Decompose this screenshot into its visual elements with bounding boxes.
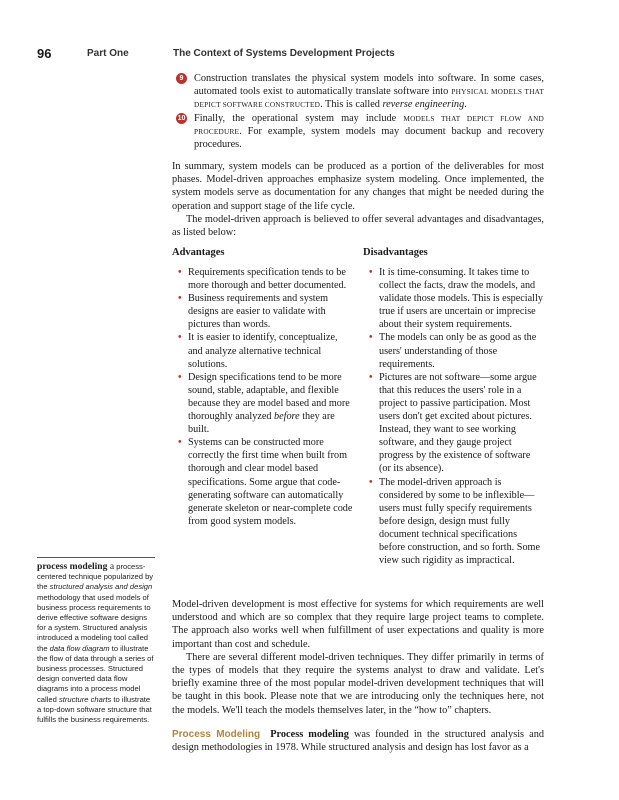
page-header bbox=[37, 46, 589, 62]
part-label: Part One bbox=[87, 48, 129, 59]
step-text: . bbox=[464, 99, 467, 111]
list-item-text: The models can only be as good as the users' understanding of those requirements. bbox=[379, 332, 537, 370]
page-number: 96 bbox=[37, 46, 52, 61]
disadvantages-list bbox=[365, 266, 544, 567]
definition-text: process-centered technique popularized by the bbox=[37, 562, 154, 592]
step-text: . This is called bbox=[320, 99, 383, 111]
list-item-text: Business requirements and system designs are easier to validate with pictures than words. bbox=[188, 293, 329, 331]
list-item-text: The model-driven approach is considered by some to be inflexible—users must fully specify requirements before design, design must fully document technical specifications before construction, and so forth. Some view such rigidity as impractical. bbox=[379, 476, 540, 567]
list-item-text: It is time-consuming. It takes time to collect the facts, draw the models, and validate those models. This is especially true if users are uncertain or imprecise about their system requirements. bbox=[379, 267, 543, 331]
list-item-text: Requirements specification tends to be more thorough and better documented. bbox=[188, 267, 347, 292]
numbered-steps bbox=[176, 72, 544, 151]
summary-paragraph: The model-driven approach is believed to offer several advantages and disadvantages, as listed below: bbox=[172, 213, 544, 239]
bullet-icon: • bbox=[369, 267, 373, 278]
bullet-icon: • bbox=[369, 332, 373, 344]
list-item bbox=[174, 292, 354, 331]
chapter-title: The Context of Systems Development Projects bbox=[173, 48, 395, 59]
advantages-list bbox=[174, 266, 354, 528]
list-item-text: It is easier to identify, conceptualize, and analyze alternative technical solutions. bbox=[188, 332, 338, 370]
bullet-icon: • bbox=[369, 476, 373, 488]
list-item-text: Systems can be constructed more correctly the first time when built from thorough and clear model based specifications. Some argue that code-generating software can automatically generate skeleton or near-complete code from good system models. bbox=[188, 437, 353, 527]
section-paragraph bbox=[172, 728, 544, 754]
margin-definition bbox=[37, 557, 155, 725]
bullet-icon: • bbox=[178, 293, 182, 305]
definition-emphasis: structure charts bbox=[58, 694, 112, 704]
step-emphasis: reverse engineering bbox=[382, 99, 465, 111]
list-item bbox=[365, 371, 544, 476]
disadvantages-heading: Disadvantages bbox=[363, 247, 428, 258]
step-10 bbox=[176, 112, 544, 152]
step-9 bbox=[176, 72, 544, 112]
step-smallcaps: MODELS THAT DEPICT FLOW AND PROCEDURE bbox=[194, 113, 545, 136]
advantages-heading: Advantages bbox=[172, 247, 225, 258]
definition-emphasis: structured analysis and design bbox=[49, 582, 153, 592]
sidebar-divider bbox=[37, 557, 155, 558]
list-item bbox=[174, 371, 354, 436]
step-text: Construction translates the physical system models into software. In some cases, automated tools exist to automatically translate software into bbox=[194, 73, 544, 98]
list-item bbox=[365, 331, 544, 370]
definition-emphasis: data flow diagram bbox=[49, 643, 110, 653]
body-paragraph: There are several different model-driven techniques. They differ primarily in terms of the types of models that they require the systems analyst to draw and validate. Let's briefly examine three of the most popular model-driven development techniques that will be taught in this book. Please note that we are introducing only the techniques here, not the models. We'll teach the models themselves later, in the “how to” chapters. bbox=[172, 651, 544, 716]
step-text: Finally, the operational system may include bbox=[194, 112, 404, 124]
list-item bbox=[365, 266, 544, 331]
body-paragraph: Model-driven development is most effective for systems for which requirements are well understood and which are so complex that they require large project teams to complete. The approach also works well when fulfillment of user expectations and quality is more important than cost and schedule. bbox=[172, 599, 544, 650]
section-term: Process modeling bbox=[270, 728, 349, 740]
definition-article: a bbox=[107, 561, 115, 572]
summary-section bbox=[172, 160, 544, 239]
bullet-icon: • bbox=[178, 371, 182, 383]
step-text: . For example, system models may document backup and recovery procedures. bbox=[194, 125, 544, 151]
definition-term: process modeling bbox=[37, 561, 108, 572]
summary-paragraph: In summary, system models can be produced as a portion of the deliverables for most phases. Model-driven approaches emphasize system modeling. Once implemented, the system models serve as documentation for any changes that might be needed during the operation and support stage of the life cycle. bbox=[172, 161, 544, 212]
list-item-text: they are built. bbox=[188, 411, 335, 436]
list-item bbox=[174, 436, 354, 528]
bullet-icon: • bbox=[178, 437, 182, 449]
step-smallcaps: PHYSICAL MODELS THAT DEPICT SOFTWARE CONSTRUCTED bbox=[194, 87, 544, 110]
list-item-emphasis: before bbox=[274, 411, 300, 423]
list-item bbox=[174, 331, 354, 370]
section-heading: Process Modeling bbox=[172, 728, 261, 740]
list-item bbox=[365, 476, 544, 568]
section-text: was founded in the structured analysis and design methodologies in 1978. While structured analysis and design has lost favor as a bbox=[172, 728, 545, 754]
definition-text: to illustrate the flow of data through a series of business processes. Structured design converted data flow diagrams into a process model called bbox=[37, 643, 154, 704]
bullet-icon: • bbox=[178, 267, 182, 278]
bullet-icon: • bbox=[178, 332, 182, 344]
list-item-text: Pictures are not software—some argue that this reduces the users' role in a project to passive participation. Most users don't get excited about pictures. Instead, they want to see working software, and they gauge project progress by the existence of software (or its absence). bbox=[379, 371, 537, 475]
bullet-icon: • bbox=[369, 371, 373, 383]
body-section bbox=[172, 598, 544, 754]
step-number-badge: 9 bbox=[176, 73, 187, 84]
definition-text: to illustrate a top-down software structure that fulfills the business requirements. bbox=[37, 694, 152, 725]
step-number-badge: 10 bbox=[177, 114, 186, 122]
definition-text: methodology that used models of business process requirements to derive effective software designs for a system. Structured analysis introduced a modeling tool called the bbox=[37, 592, 151, 653]
list-item bbox=[174, 266, 354, 292]
list-item-text: Design specifications tend to be more sound, stable, adaptable, and flexible because they are model based and more thoroughly analyzed bbox=[188, 371, 350, 423]
